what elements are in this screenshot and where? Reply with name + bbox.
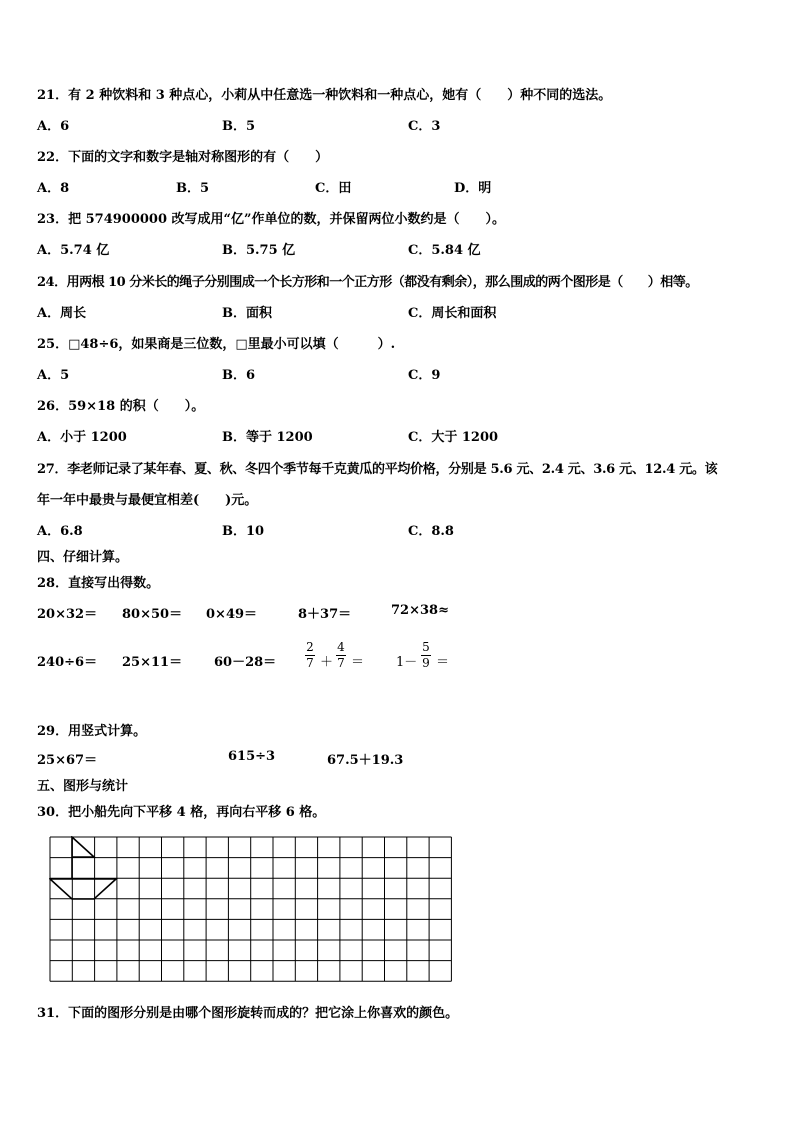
q22-option-b: B．5 — [176, 181, 210, 196]
question-22-stem: 22．下面的文字和数字是轴对称图形的有（ ） — [37, 150, 329, 165]
q28-item: 20×32＝ — [37, 607, 98, 622]
denominator: 9 — [422, 656, 430, 670]
grid-lines — [50, 837, 451, 981]
numerator: 5 — [422, 640, 430, 654]
question-27-stem: 27．李老师记录了某年春、夏、秋、冬四个季节每千克黄瓜的平均价格，分别是 5.6 元、2.4 元、3.6 元、12.4 元。该 — [37, 462, 718, 477]
translation-grid — [49, 836, 453, 982]
question-27-stem-continued: 年一年中最贵与最便宜相差( )元。 — [37, 493, 258, 508]
question-24-stem: 24．用两根 10 分米长的绳子分别围成一个长方形和一个正方形（都没有剩余），那么围成的两个图形是（ ）相等。 — [37, 275, 698, 290]
question-25-stem: 25．□48÷6，如果商是三位数，□里最小可以填（ ）. — [37, 337, 396, 352]
one-minus: 1－ — [396, 655, 418, 670]
denominator: 7 — [337, 656, 345, 670]
q25-option-c: C．9 — [408, 368, 441, 383]
equals-sign: ＝ — [351, 655, 365, 670]
q28-item: 8＋37＝ — [298, 607, 352, 622]
q27-option-c: C．8.8 — [408, 524, 454, 539]
q24-option-c: C．周长和面积 — [408, 306, 497, 321]
q29-item: 615÷3 — [228, 749, 276, 764]
plus-sign: ＋ — [320, 655, 334, 670]
question-30-stem: 30．把小船先向下平移 4 格，再向右平移 6 格。 — [37, 805, 326, 820]
q23-option-b: B．5.75 亿 — [222, 243, 296, 258]
denominator: 7 — [306, 656, 314, 670]
q22-option-c: C．田 — [315, 181, 352, 196]
q23-option-c: C．5.84 亿 — [408, 243, 481, 258]
q25-option-b: B．6 — [222, 368, 256, 383]
boat-hull — [50, 879, 116, 899]
q28-item: 72×38≈ — [391, 603, 449, 618]
q28-item: 0×49＝ — [206, 607, 258, 622]
question-31-stem: 31．下面的图形分别是由哪个图形旋转而成的？把它涂上你喜欢的颜色。 — [37, 1006, 459, 1021]
q23-option-a: A．5.74 亿 — [37, 243, 110, 258]
q28-item: 25×11＝ — [122, 655, 183, 670]
q27-option-a: A．6.8 — [37, 524, 83, 539]
q27-option-b: B．10 — [222, 524, 265, 539]
fraction-4-7 — [336, 641, 346, 670]
section-5-heading: 五、图形与统计 — [37, 779, 129, 794]
q21-option-a: A．6 — [37, 119, 70, 134]
q29-item: 67.5＋19.3 — [327, 753, 404, 768]
fraction-2-7 — [305, 641, 315, 670]
q26-option-c: C．大于 1200 — [408, 430, 499, 445]
boat-figure — [50, 837, 116, 899]
q22-option-a: A．8 — [37, 181, 70, 196]
numerator: 2 — [306, 640, 314, 654]
q26-option-a: A．小于 1200 — [37, 430, 127, 445]
numerator: 4 — [337, 640, 345, 654]
q24-option-a: A．周长 — [37, 306, 87, 321]
section-4-heading: 四、仔细计算。 — [37, 550, 129, 565]
question-29-stem: 29．用竖式计算。 — [37, 724, 147, 739]
question-21-stem: 21．有 2 种饮料和 3 种点心，小莉从中任意选一种饮料和一种点心，她有（ ）种不同的选法。 — [37, 88, 612, 103]
q28-item: 240÷6＝ — [37, 655, 98, 670]
q28-item: 60－28＝ — [214, 655, 277, 670]
q21-option-b: B．5 — [222, 119, 256, 134]
q25-option-a: A．5 — [37, 368, 70, 383]
question-26-stem: 26．59×18 的积（ ）。 — [37, 399, 205, 414]
q29-item: 25×67＝ — [37, 753, 98, 768]
q22-option-d: D．明 — [454, 181, 492, 196]
q21-option-c: C．3 — [408, 119, 441, 134]
q26-option-b: B．等于 1200 — [222, 430, 313, 445]
question-28-stem: 28．直接写出得数。 — [37, 576, 160, 591]
question-23-stem: 23．把 574900000 改写成用“亿”作单位的数，并保留两位小数约是（ ）。 — [37, 212, 506, 227]
q28-item: 80×50＝ — [122, 607, 183, 622]
equals-sign: ＝ — [436, 655, 450, 670]
fraction-5-9 — [421, 641, 431, 670]
q24-option-b: B．面积 — [222, 306, 272, 321]
